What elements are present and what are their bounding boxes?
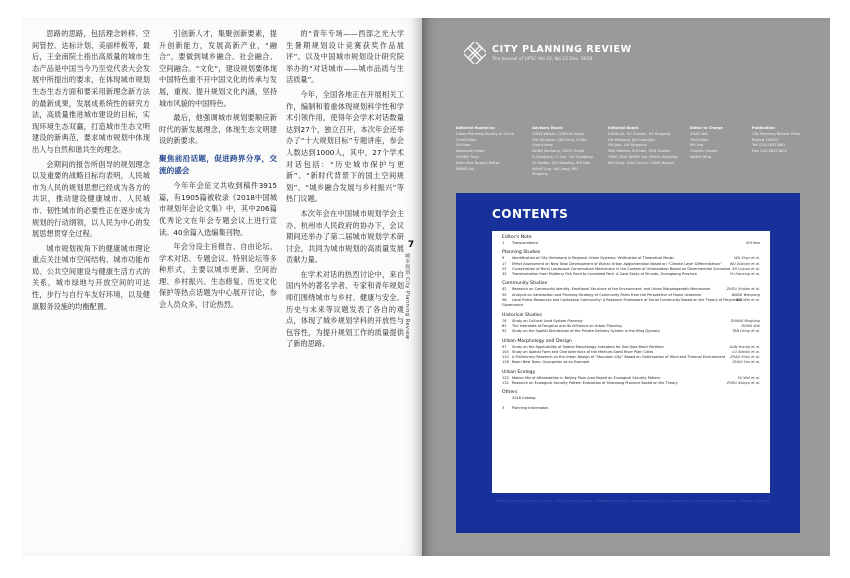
toc-author: WANG Wenjiang: [731, 292, 760, 297]
toc-page-number: 56: [502, 298, 507, 303]
toc-entry[interactable]: [502, 272, 760, 277]
credit-line: WANG Ming: [690, 154, 712, 159]
toc-page-number: 92: [502, 329, 507, 334]
toc-article-title: Research on Community Identity, Emotional Structure of the Environment, and Urban Morphogenetic Mechanism: [512, 287, 711, 292]
credit-label: Editorial Hosted by: [456, 126, 495, 130]
toc-section: [492, 339, 770, 366]
toc-section: [492, 313, 770, 335]
paragraph: 引创新人才，集聚创新要素，提升创新能力，发展高新产业，“融合”，要做到城乡融合、社会融合、空间融合。“文化”，建设规划要体现中国特色重不开中国文化的传承与发展，重视、提升规划文化内涵，坚持城市风貌的中国特色。: [159, 29, 277, 108]
credit-line: TANG Zilai, WANG Kai, WANG Xingping: [608, 154, 678, 159]
editorial-credits: [456, 126, 816, 196]
text-column-2: [159, 28, 277, 544]
toc-author: ZHOU Xinjian et al.: [726, 287, 760, 292]
journal-title: CITY PLANNING REVIEW: [492, 44, 632, 55]
toc-section-title: Editor's Note: [502, 235, 532, 240]
toc-author: GAN Yuxing et al.: [729, 344, 760, 349]
toc-section: [492, 281, 770, 308]
toc-page-number: 76: [502, 318, 507, 323]
toc-author: XU Liquan et al.: [732, 266, 760, 271]
paragraph: 今年年会征文共收到稿件3915篇，有1905篇被收录《2018中国城市规划年会论文集》中，其中206篇优秀论文在年会专题会议上进行宣读。40余篇入选编集刊物。: [159, 181, 277, 237]
paragraph: 的“青年专场——西部之光大学生暑期规划设计竞赛获奖作品展评”，以及中国城市规划设计研究院举办的“对话城市——城市品质与生活质量”。: [286, 29, 404, 85]
text-column-3: [286, 28, 404, 544]
paragraph: 在学术对话的热烈讨论中，来自国内外的著名学者、专家和青年规划师们围绕城市与乡村、健康与安全、历史与未来等议题发表了各自的观点，体现了城乡规划学科的开放性与包容性，为提升规划工作的质量提供了新的思路。: [286, 269, 404, 349]
toc-section-title: Others: [502, 390, 518, 396]
toc-page-number: 50: [502, 292, 507, 297]
toc-section: [492, 235, 770, 246]
toc-article-title: Analysis on Satisfaction and Planning Strategy of Community Parks from the Perspective of Home Urbanism: [512, 292, 702, 297]
toc-entry[interactable]: [502, 329, 760, 334]
toc-author: TAN Liting et al.: [732, 329, 760, 334]
credit-line: CHEN Weixin, CHEN Xiuhong: [532, 131, 584, 136]
toc-entry[interactable]: [502, 381, 760, 386]
toc-section-title: Historical Studies: [502, 312, 543, 318]
toc-section: [492, 250, 770, 277]
toc-page-number: 3: [502, 405, 505, 410]
credit-line: Urban Planning Society of China: [456, 131, 514, 136]
toc-article-title: Motion Mix of Afforestation in Beijing Plain Area Based on Ecological Security Pattern: [512, 375, 661, 380]
right-page: [422, 18, 830, 556]
credit-line: ZHANG Tong: [456, 154, 479, 159]
credit-line: LIN Jian, LIU Ningning: [608, 143, 647, 148]
paragraph: 年会分设主旨报告、自由论坛、学术对话、专题会议、特别论坛等多种形式，主要以城市更新、空间治理、乡村振兴、生态修复、历史文化保护等热点话题为中心展开讨论，参会人员众多，讨论热烈。: [159, 242, 277, 310]
toc-author: ZHAO Xinyi et al.: [730, 355, 760, 360]
toc-section-title: Community Studies: [502, 281, 548, 287]
credit-label: Editor in Charge: [690, 126, 723, 130]
credit-line: SHI Nan: [456, 143, 471, 148]
credit-column: [690, 126, 740, 161]
journal-logo-icon: [464, 42, 486, 64]
credit-line: Graphic Design: [690, 149, 718, 154]
toc-page-number: 25: [502, 266, 507, 271]
folio-label: 城市规划 City Planning Review: [404, 253, 410, 340]
credit-line: WANG Kai: [456, 166, 474, 171]
credit-column: [752, 126, 812, 155]
toc-article-title: Research on Ecological Security Pattern Evaluation of Shandong Province Based on the Theory: [512, 381, 678, 386]
paragraph: 本次年会在中国城市规划学会主办、杭州市人民政府的协办下，会议期间还举办了第二届城市规划学术研讨会，共同为城市规划的高质量发展贡献力量。: [286, 208, 404, 265]
credit-line: Executive Deputy Editor: [456, 160, 500, 165]
toc-article-title: Study on the Applicability of Spatial Morphology Indicators for Sub-Type Block Partition: [512, 344, 664, 349]
credit-label: Publication: [752, 126, 775, 130]
credit-line: MA Jing: [690, 143, 704, 148]
paragraph: 最后，他强调城市规划要顺应新时代的新发展理念，体现生态文明建设的新要求。: [159, 113, 277, 146]
toc-article-title: The Interstate of Fengshui and Its Influence on Urban Planning: [512, 323, 622, 328]
toc-article-title: Effect Assessment on New Town Development of Wuhan Urban Agglomeration Based on “Climate Layer Differentiation”: [512, 261, 722, 266]
toc-article-title: Local Public Resources and Contextual Community: A Research Framework of Social Community Based on the Theory of Polycentric Governance: [502, 298, 743, 308]
toc-page-number: 110: [502, 355, 509, 360]
toc-entry[interactable]: [502, 241, 760, 246]
toc-page-number: 104: [502, 349, 509, 354]
credit-line: WANG Jing, WU Jiang, WU Zhiqiang: [532, 166, 578, 177]
toc-article-title: Study on Spatial Form and Characteristics of the Medium-Sized River Plain Cities: [512, 349, 654, 354]
toc-author: ZHOU Xiaoyu et al.: [726, 381, 760, 386]
toc-article-title: Conservation of Rural Landscape Conservation Mechanism in the Context of Urbanization Based on Governmental Scenarios: [512, 266, 731, 271]
toc-page-number: 97: [502, 344, 507, 349]
credit-column: [456, 126, 518, 172]
toc-page-number: 132: [502, 381, 509, 386]
credit-line: Associate Editor: [456, 149, 485, 154]
toc-author: ZHANG Bingbing: [730, 318, 760, 323]
credit-line: DUAN Jin, GU Chaolin, HE Xingxing: [608, 131, 671, 136]
toc-section-title: Urban Ecology: [502, 369, 536, 375]
toc-page-number: 83: [502, 323, 507, 328]
paragraph: 思路的思路，包括理念转移、空间管控、达标计划、美丽样板等，最后，王金南院士指出高质量的城市生态产品是中国当今乃至党代表大会发展中所提出的要求，在体现城市规划生态生态方面和要采用新理念新方法的最新成果，发展成系统性的研究方法，高质量推进城市建设的目标，实现环境生态双赢，打造城市生态文明建设的新典范，要求城市规划中体现出人与自然和谐共生的理念。: [32, 29, 150, 154]
credit-line: Text Editor: [690, 137, 710, 142]
credit-line: LI Xiaojiang, LI Xun, LIU Guoqiang: [532, 154, 593, 159]
toc-entry[interactable]: [502, 396, 760, 401]
credit-line: HU Weiliang, JIN Guangjun: [608, 137, 656, 142]
credit-line: ZHAO Wei: [690, 131, 709, 136]
toc-section-title: Urban Morphology and Design: [502, 338, 572, 344]
faint-panel-text: Urban Planning Society of China · City Planning Review · Published monthly · Sponsored by China Association for Science and Technology · Printed in Beijing: [496, 499, 770, 503]
left-page: [22, 18, 422, 556]
toc-author: LU Xiaobo et al.: [732, 349, 760, 354]
toc-author: ZHAO Yan et al.: [732, 360, 760, 365]
credit-line: City Planning Review Press: [752, 131, 801, 136]
paragraph: 城市规划视角下的健康城市理论重点关注城市空间结构、城市功能布局、公共空间建设与健康生活方式的关系，城市绿地与开放空间的可达性，步行与自行车友好环境，以及健康服务设施的均衡配置。: [32, 243, 150, 311]
credit-label: Editorial Board: [608, 126, 639, 130]
toc-author: WU Xinyi et al.: [734, 256, 760, 261]
toc-page-number: 42: [502, 287, 507, 292]
toc-article-title: Study on the Spatial Distribution of the Private Delivery System in the Ming Dynasty: [512, 329, 660, 334]
toc-author: WU Xiaoqin et al.: [729, 261, 760, 266]
toc-author: WEI Wei et al.: [735, 298, 760, 303]
credit-line: Chief Editor: [456, 137, 478, 142]
text-column-1: [32, 28, 150, 544]
toc-section: [492, 406, 770, 411]
toc-article-title: Identification of City Hinterland in Regional Urban Systems: Verification of Theoretical Model: [512, 256, 674, 261]
credit-line: CUI Gonghao, DAI Feng, DONG Guancheng: [532, 137, 588, 148]
contents-title: CONTENTS: [492, 207, 569, 221]
page-number: 7: [407, 240, 415, 250]
contents-list: [492, 231, 770, 493]
credit-column: [532, 126, 594, 178]
toc-page-number: 125: [502, 375, 509, 380]
toc-author: YU Hanxing et al.: [729, 272, 760, 277]
toc-section-title: Planning Studies: [502, 250, 541, 256]
credit-line: LU Dadao, QIU Baoxing, SHI Nan: [532, 160, 591, 165]
toc-article-title: A Preliminary Research on the Urban Design of “Mountain-City” Based on Optimization of Wind and Thermal Environment: [512, 355, 726, 360]
section-heading: 聚焦前沿话题，促进跨界分享，交流的盛会: [159, 153, 277, 175]
credit-line: PAN Haixiao, SHI Nan, SUN Shiwen: [608, 149, 671, 154]
toc-page-number: 17: [502, 261, 507, 266]
toc-article-title: 2018 Catalog: [512, 396, 536, 401]
toc-section: [492, 390, 770, 401]
toc-author: DONG Wei: [741, 323, 760, 328]
credit-label: Advisory Board: [532, 126, 563, 130]
credit-line: WU Kang, XIAO Jianxin, YANG Baojun: [608, 160, 675, 165]
toc-article-title: Transcendence: [512, 241, 539, 245]
toc-article-title: Study on Cultural Land System Planning: [512, 318, 583, 323]
credit-line: Fax: 010-58323802: [752, 149, 787, 154]
toc-article-title: Transformation from Mulberry Fish Pond to Inundated Park: A Case Study of Shunde, Guangdong Province: [512, 272, 697, 277]
credit-line: DONG Jianhong, GENG Yunjie: [532, 149, 585, 154]
paragraph: 会期间的报告所倡导的规划理念以及重要的战略目标均表明，人民城市为人民的规划思想已经成为各方的共识，推动建设健康城市、人民城市、韧性城市的必要性正在逐步成为规划的行动纲领，以人民为中心的发展思想贯穿全过程。: [32, 159, 150, 239]
toc-article-title: Planning Information: [512, 405, 549, 410]
magazine-spread: [22, 18, 830, 556]
toc-author: FU Wei et al.: [737, 375, 760, 380]
toc-article-title: Basin New Town, Guangzhou as an Example: [512, 360, 590, 365]
toc-author: SHI Nan: [746, 241, 760, 245]
toc-section: [492, 370, 770, 387]
toc-entry[interactable]: [502, 360, 760, 365]
toc-entry[interactable]: [502, 406, 760, 411]
paragraph: 今年，全国各地正在开展相关工作，编制和着重体现规划科学性和学术引领作用，使得年会学术对话数量达到27个，独立召开，本次年会还举办了“十大规划目标”专题讲座，参会人数达到1000人，其中，27个学术对话包括：“历史城市保护与更新”、“新时代背景下的国土空间规划”、“城乡融合发展与乡村振兴”等热门议题。: [286, 89, 404, 204]
journal-subtitle: The Journal of UPSC Vol.42, No.12 Dec. 2018: [492, 57, 593, 62]
toc-page-number: 1: [502, 241, 505, 245]
credit-line: Beijing 100037: [752, 137, 780, 142]
toc-page-number: 118: [502, 360, 509, 365]
credit-column: [608, 126, 678, 167]
contents-panel: [456, 193, 800, 533]
toc-page-number: 9: [502, 256, 505, 261]
toc-entry[interactable]: [502, 298, 760, 309]
page-folio: [404, 240, 418, 339]
toc-page-number: 32: [502, 272, 507, 277]
credit-line: Tel: 010-58323861: [752, 143, 786, 148]
